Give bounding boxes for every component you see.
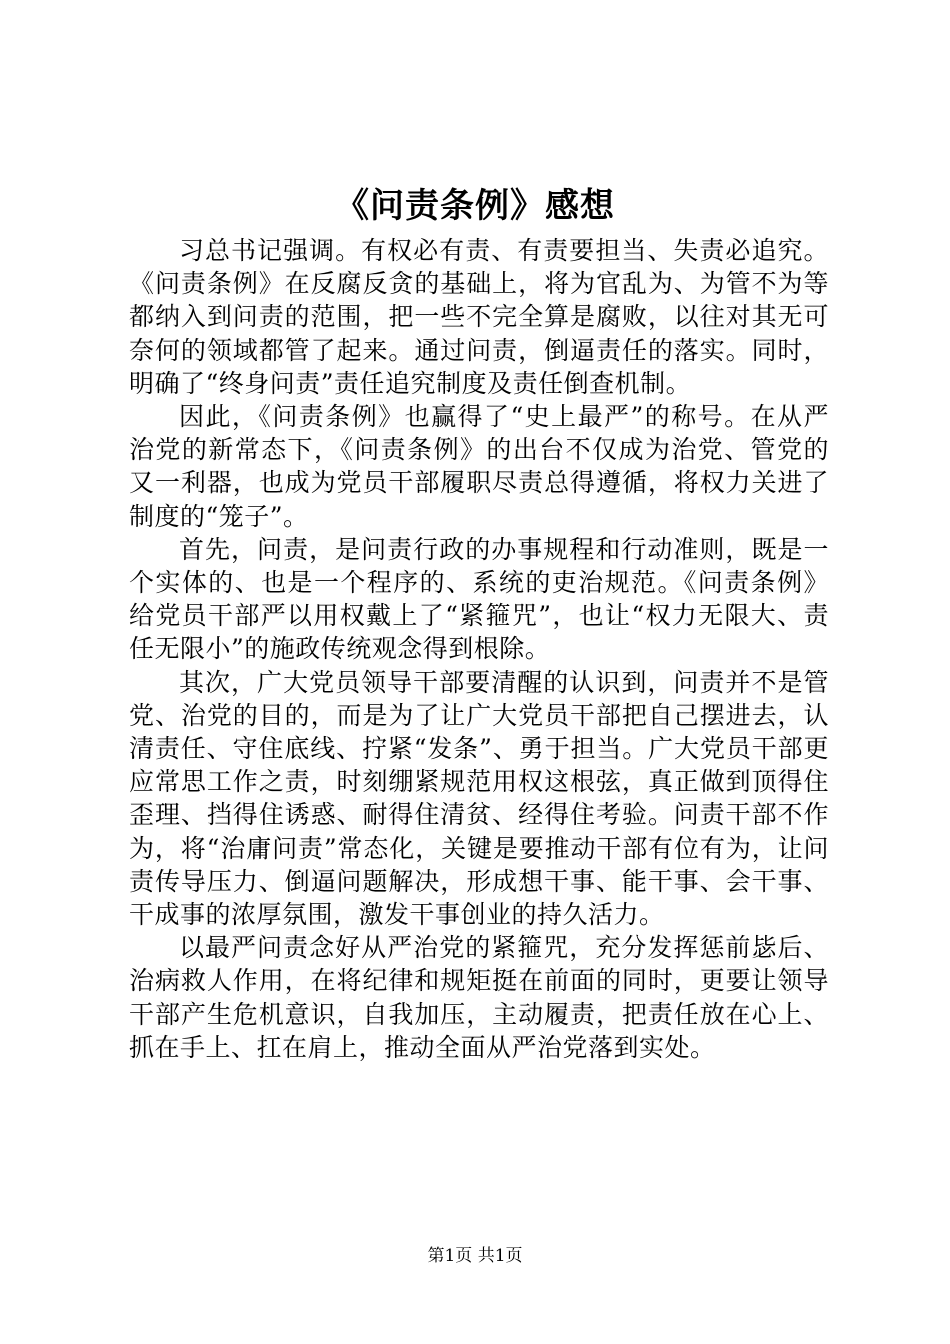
page-number-footer: 第1页 共1页 <box>427 1246 523 1266</box>
paragraph: 因此，《问责条例》也赢得了“史上最严”的称号。在从严治党的新常态下，《问责条例》的出台不仅成为治党、管党的又一利器，也成为党员干部履职尽责总得遵循，将权力关进了制度的“笼子”。 <box>129 402 829 531</box>
document-body <box>129 234 829 1064</box>
paragraph: 首先，问责，是问责行政的办事规程和行动准则，既是一个实体的、也是一个程序的、系统的吏治规范。《问责条例》给党员干部严以用权戴上了“紧箍咒”，也让“权力无限大、责任无限小”的施政传统观念得到根除。 <box>129 534 829 664</box>
paragraph: 习总书记强调。有权必有责、有责要担当、失责必追究。《问责条例》在反腐反贪的基础上，将为官乱为、为管不为等都纳入到问责的范围，把一些不完全算是腐败，以往对其无可奈何的领域都管了起来。通过问责，倒逼责任的落实。同时，明确了“终身问责”责任追究制度及责任倒查机制。 <box>129 236 829 398</box>
paragraph: 其次，广大党员领导干部要清醒的认识到，问责并不是管党、治党的目的，而是为了让广大党员干部把自己摆进去，认清责任、守住底线、拧紧“发条”、勇于担当。广大党员干部更应常思工作之责，时刻绷紧规范用权这根弦，真正做到顶得住歪理、挡得住诱惑、耐得住清贫、经得住考验。问责干部不作为，将“治庸问责”常态化，关键是要推动干部有位有为，让问责传导压力、倒逼问题解决，形成想干事、能干事、会干事、干成事的浓厚氛围，激发干事创业的持久活力。 <box>129 667 829 930</box>
document-title: 《问责条例》感想 <box>335 186 615 226</box>
paragraph: 以最严问责念好从严治党的紧箍咒，充分发挥惩前毖后、治病救人作用，在将纪律和规矩挺在前面的同时，更要让领导干部产生危机意识，自我加压，主动履责，把责任放在心上、抓在手上、扛在肩上，推动全面从严治党落到实处。 <box>129 933 829 1062</box>
